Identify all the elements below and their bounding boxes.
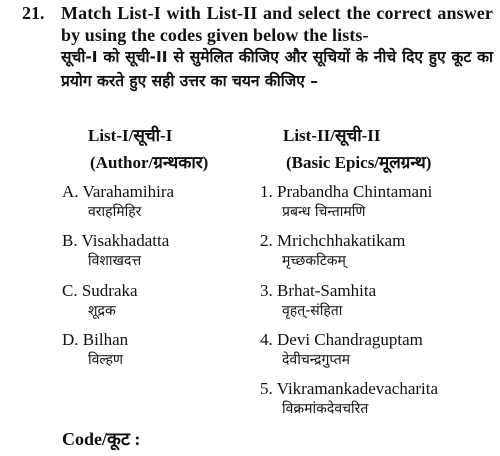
list2-item-key: 1. (260, 182, 273, 201)
list2-item-hindi: विक्रमांकदेवचरित (282, 401, 369, 417)
list1-item-hindi: वराहमिहिर (88, 204, 142, 220)
list2-item (260, 379, 438, 419)
question-text-english: Match List-I with List-II and select the correct answer by using the codes given below the lists- (61, 3, 493, 45)
list1-title: List-I/सूची-I (88, 126, 173, 145)
list1-item-english: Varahamihira (82, 182, 175, 201)
list2-item-hindi: प्रबन्ध चिन्तामणि (282, 204, 366, 220)
code-label: Code/कूट : (62, 429, 141, 449)
list1-item (62, 182, 174, 222)
list1-item (62, 231, 169, 271)
list1-item (62, 281, 138, 321)
list1-item-key: C. (62, 281, 78, 300)
list1-item-hindi: विल्हण (88, 352, 123, 368)
question-text (61, 2, 493, 93)
list2-item (260, 182, 432, 222)
list2-subtitle: (Basic Epics/मूलग्रन्थ) (286, 153, 432, 172)
list2-item-key: 4. (260, 330, 273, 349)
list2-item-english: Mrichchhakatikam (277, 231, 406, 250)
question-number: 21. (22, 3, 45, 23)
list2-item-english: Brhat-Samhita (277, 281, 377, 300)
list2-item-key: 5. (260, 379, 273, 398)
list2-item (260, 281, 376, 321)
list1-item-hindi: विशाखदत्त (88, 253, 142, 269)
list2-item-english: Prabandha Chintamani (277, 182, 433, 201)
list1-item-key: A. (62, 182, 79, 201)
list2-item-hindi: वृहत्-संहिता (282, 303, 343, 319)
list1-item-english: Bilhan (82, 330, 129, 349)
list2-item-english: Vikramankadevacharita (276, 379, 439, 398)
list2-item-hindi: मृच्छकटिकम् (282, 253, 346, 269)
list1-item-key: D. (62, 330, 79, 349)
list1-subtitle: (Author/ग्रन्थकार) (90, 153, 209, 172)
list2-item-key: 3. (260, 281, 273, 300)
list1-item-hindi: शूद्रक (88, 303, 116, 319)
list2-item-english: Devi Chandraguptam (277, 330, 423, 349)
list2-item (260, 330, 423, 370)
list1-item-english: Sudraka (81, 281, 138, 300)
list1-item-english: Visakhadatta (81, 231, 170, 250)
list2-item-hindi: देवीचन्द्रगुप्तम (282, 352, 351, 368)
list2-title: List-II/सूची-II (283, 126, 381, 145)
list1-item-key: B. (62, 231, 78, 250)
list2-item-key: 2. (260, 231, 273, 250)
list1-item (62, 330, 128, 370)
question-text-hindi: सूची-I को सूची-II से सुमेलित कीजिए और सूचियों के नीचे दिए हुए कूट का प्रयोग करते हुए सही उत्तर का चयन कीजिए – (61, 48, 493, 90)
list2-item (260, 231, 405, 271)
